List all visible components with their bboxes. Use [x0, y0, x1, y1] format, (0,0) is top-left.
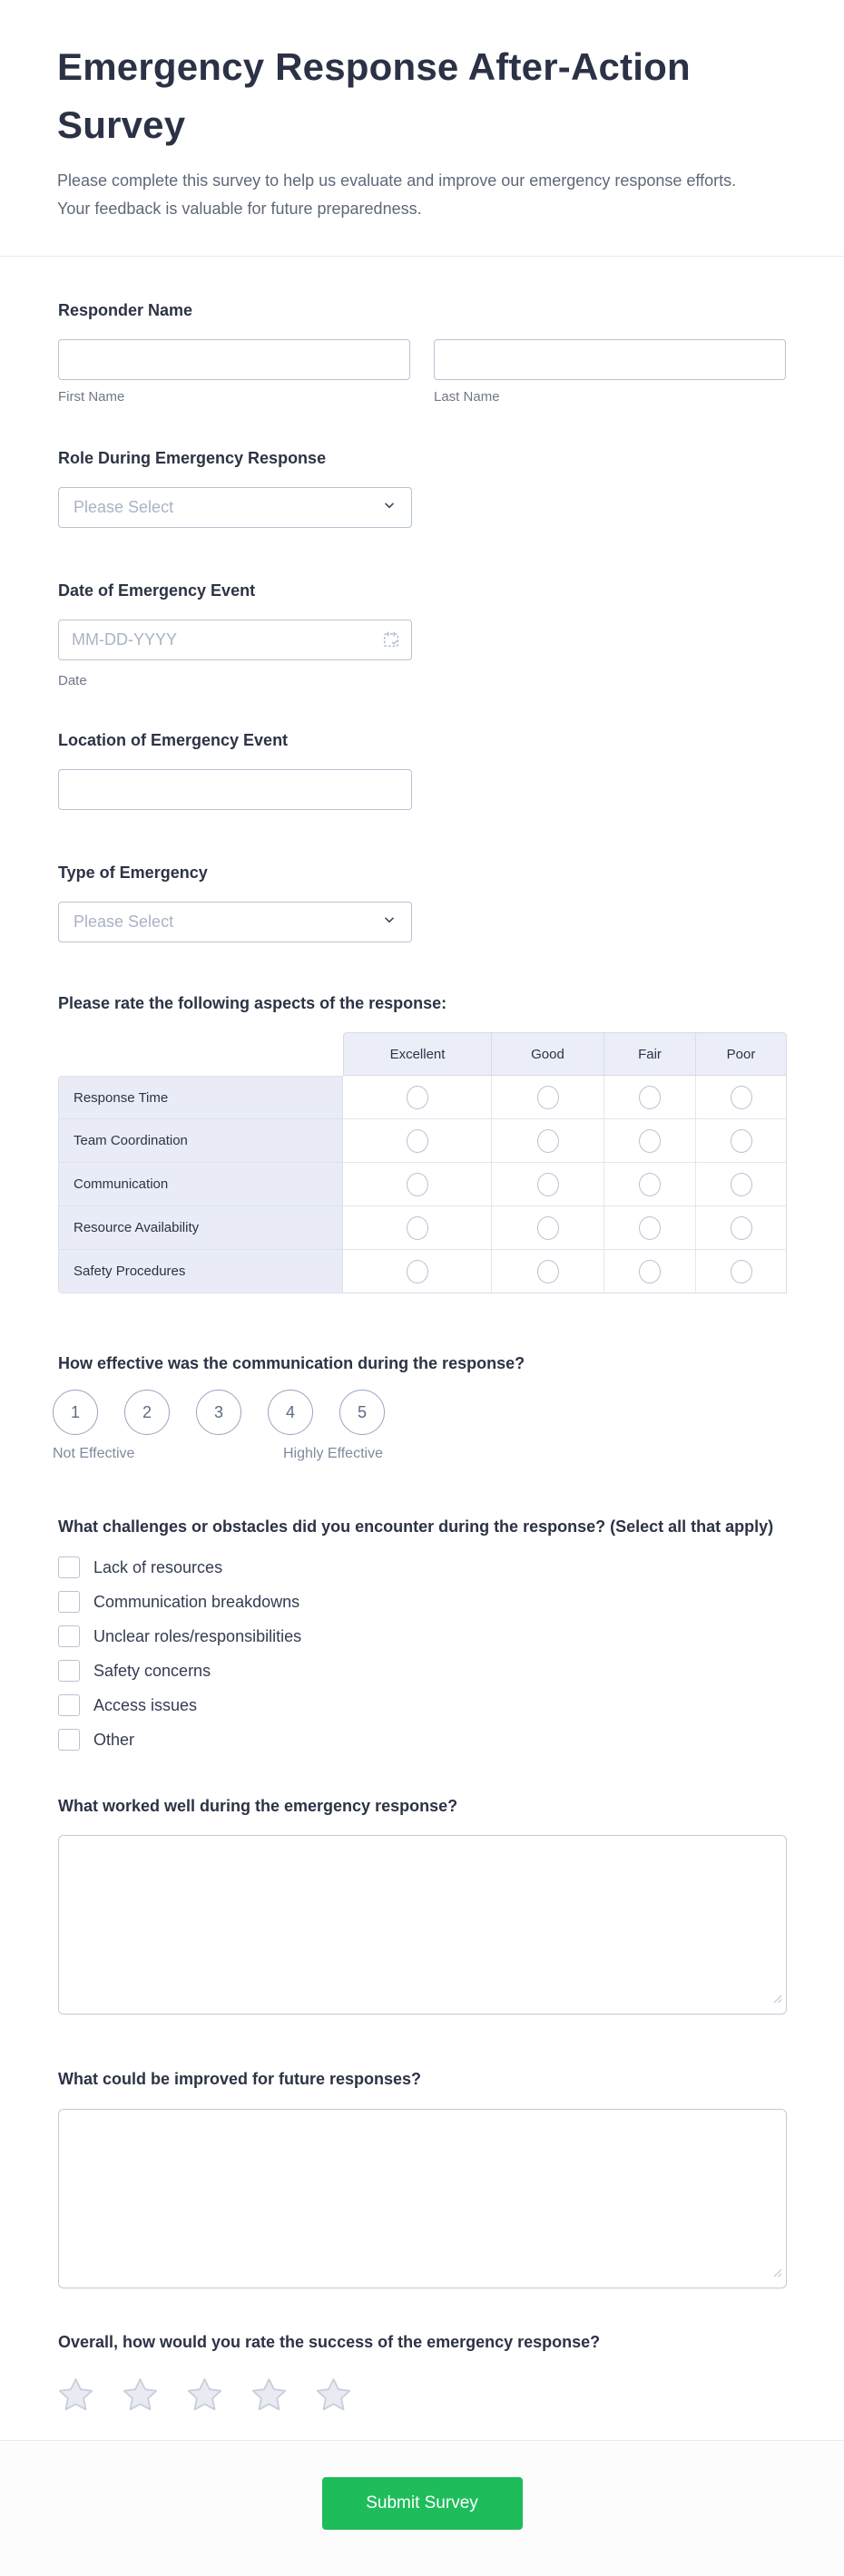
checkbox-label: Communication breakdowns [93, 1592, 300, 1611]
date-input[interactable] [59, 620, 411, 659]
submit-button[interactable]: Submit Survey [322, 2477, 523, 2530]
first-name-input[interactable] [58, 339, 410, 380]
checkbox-option-other[interactable] [58, 1729, 786, 1751]
scale-option-1[interactable]: 1 [53, 1390, 98, 1435]
type-select-value: Please Select [74, 912, 174, 932]
column-header-fair: Fair [604, 1032, 696, 1076]
checkbox-option-lack-of-resources[interactable] [58, 1556, 786, 1578]
form-body [0, 257, 844, 2420]
row-label-communication: Communication [58, 1163, 343, 1206]
spacer [0, 2420, 844, 2440]
table-cell [343, 1250, 492, 1293]
form-footer [0, 2440, 844, 2576]
table-cell [492, 1119, 604, 1163]
checkbox[interactable] [58, 1556, 80, 1578]
rating-radio[interactable] [537, 1086, 559, 1109]
table-cell [492, 1206, 604, 1250]
rating-radio[interactable] [639, 1173, 661, 1196]
star-icon[interactable] [249, 2376, 290, 2420]
responder-name-label: Responder Name [58, 300, 193, 319]
checkbox[interactable] [58, 1660, 80, 1682]
role-select-value: Please Select [74, 497, 174, 516]
row-label-team-coordination: Team Coordination [58, 1119, 343, 1163]
rating-radio[interactable] [731, 1129, 752, 1153]
table-cell [492, 1250, 604, 1293]
star-icon[interactable] [55, 2376, 96, 2420]
challenges-label: What challenges or obstacles did you encounter during the response? (Select all that apply) [58, 1517, 774, 1537]
worked-well-label: What worked well during the emergency response? [58, 1797, 458, 1816]
worked-well-textarea[interactable] [58, 1835, 787, 2015]
table-cell [343, 1119, 492, 1163]
scale-label: How effective was the communication during the response? [58, 1354, 525, 1373]
role-label: Role During Emergency Response [58, 448, 327, 467]
question-communication-scale [53, 1351, 786, 1468]
table-cell [492, 1163, 604, 1206]
rating-radio[interactable] [407, 1086, 428, 1109]
scale-option-3[interactable]: 3 [196, 1390, 241, 1435]
scale-max-label: Highly Effective [283, 1446, 383, 1462]
rating-table [58, 1032, 787, 1293]
question-location [58, 728, 786, 810]
table-cell [343, 1163, 492, 1206]
star-icon[interactable] [120, 2376, 161, 2420]
checkbox-label: Access issues [93, 1695, 198, 1714]
column-header-excellent: Excellent [343, 1032, 492, 1076]
rating-radio[interactable] [639, 1086, 661, 1109]
checkbox[interactable] [58, 1694, 80, 1716]
checkbox-option-unclear-roles[interactable] [58, 1625, 786, 1647]
row-label-safety-procedures: Safety Procedures [58, 1250, 343, 1293]
rating-radio[interactable] [639, 1129, 661, 1153]
first-name-sublabel: First Name [58, 388, 125, 405]
table-cell [604, 1163, 696, 1206]
location-input[interactable] [58, 769, 412, 810]
checkbox-label: Lack of resources [93, 1557, 223, 1576]
date-sublabel: Date [58, 672, 87, 688]
page-title: Emergency Response After-Action Survey [57, 45, 691, 146]
table-cell [696, 1119, 787, 1163]
question-type [58, 861, 786, 942]
date-label: Date of Emergency Event [58, 581, 256, 600]
challenges-options [58, 1556, 786, 1751]
type-select[interactable] [58, 902, 412, 942]
rating-radio[interactable] [407, 1260, 428, 1283]
checkbox[interactable] [58, 1625, 80, 1647]
checkbox-label: Unclear roles/responsibilities [93, 1626, 302, 1645]
question-overall-rating [58, 2330, 786, 2420]
scale-option-2[interactable]: 2 [124, 1390, 170, 1435]
rating-radio[interactable] [537, 1173, 559, 1196]
rating-radio[interactable] [639, 1260, 661, 1283]
table-cell [696, 1076, 787, 1119]
checkbox-option-communication-breakdowns[interactable] [58, 1591, 786, 1613]
table-cell [696, 1163, 787, 1206]
rating-table-label: Please rate the following aspects of the response: [58, 994, 447, 1013]
question-rating-table [58, 991, 786, 1293]
overall-label: Overall, how would you rate the success of the emergency response? [58, 2332, 601, 2351]
checkbox[interactable] [58, 1729, 80, 1751]
table-cell [492, 1076, 604, 1119]
rating-radio[interactable] [639, 1216, 661, 1240]
checkbox[interactable] [58, 1591, 80, 1613]
question-worked-well [58, 1794, 786, 2015]
rating-radio[interactable] [731, 1173, 752, 1196]
question-role [58, 446, 786, 528]
table-cell [343, 1206, 492, 1250]
calendar-icon[interactable] [380, 629, 402, 650]
question-date [58, 579, 786, 688]
location-label: Location of Emergency Event [58, 730, 289, 749]
table-cell [343, 1076, 492, 1119]
question-responder-name [58, 298, 786, 405]
question-challenges [58, 1515, 786, 1751]
improvements-textarea[interactable] [58, 2109, 787, 2288]
scale-min-label: Not Effective [53, 1446, 135, 1462]
rating-radio[interactable] [407, 1216, 428, 1240]
improvements-label: What could be improved for future responses? [58, 2070, 422, 2089]
checkbox-option-access-issues[interactable] [58, 1694, 786, 1716]
table-cell [696, 1206, 787, 1250]
star-rating [55, 2376, 786, 2420]
scale-option-4[interactable]: 4 [268, 1390, 313, 1435]
table-cell [604, 1119, 696, 1163]
form-header [0, 0, 844, 257]
scale-option-5[interactable]: 5 [339, 1390, 385, 1435]
role-select[interactable] [58, 487, 412, 528]
column-header-good: Good [492, 1032, 604, 1076]
last-name-input[interactable] [434, 339, 786, 380]
rating-radio[interactable] [537, 1260, 559, 1283]
row-label-resource-availability: Resource Availability [58, 1206, 343, 1250]
table-corner [58, 1032, 343, 1076]
table-cell [604, 1206, 696, 1250]
rating-radio[interactable] [537, 1129, 559, 1153]
checkbox-label: Safety concerns [93, 1661, 211, 1680]
question-improvements [58, 2067, 786, 2288]
table-cell [604, 1076, 696, 1119]
type-label: Type of Emergency [58, 863, 208, 882]
rating-radio[interactable] [407, 1173, 428, 1196]
date-field [58, 620, 412, 660]
star-icon[interactable] [184, 2376, 225, 2420]
column-header-poor: Poor [696, 1032, 787, 1076]
rating-radio[interactable] [731, 1086, 752, 1109]
star-icon[interactable] [313, 2376, 354, 2420]
form-description: Please complete this survey to help us evaluate and improve our emergency response efforts. Your feedback is valuable for future preparedness. [57, 171, 737, 218]
checkbox-label: Other [93, 1730, 135, 1749]
scale-widget [53, 1390, 786, 1468]
table-cell [604, 1250, 696, 1293]
chevron-down-icon [382, 498, 397, 517]
rating-radio[interactable] [407, 1129, 428, 1153]
checkbox-option-safety-concerns[interactable] [58, 1660, 786, 1682]
table-cell [696, 1250, 787, 1293]
chevron-down-icon [382, 912, 397, 932]
last-name-sublabel: Last Name [434, 388, 500, 405]
rating-radio[interactable] [731, 1216, 752, 1240]
row-label-response-time: Response Time [58, 1076, 343, 1119]
rating-radio[interactable] [537, 1216, 559, 1240]
rating-radio[interactable] [731, 1260, 752, 1283]
